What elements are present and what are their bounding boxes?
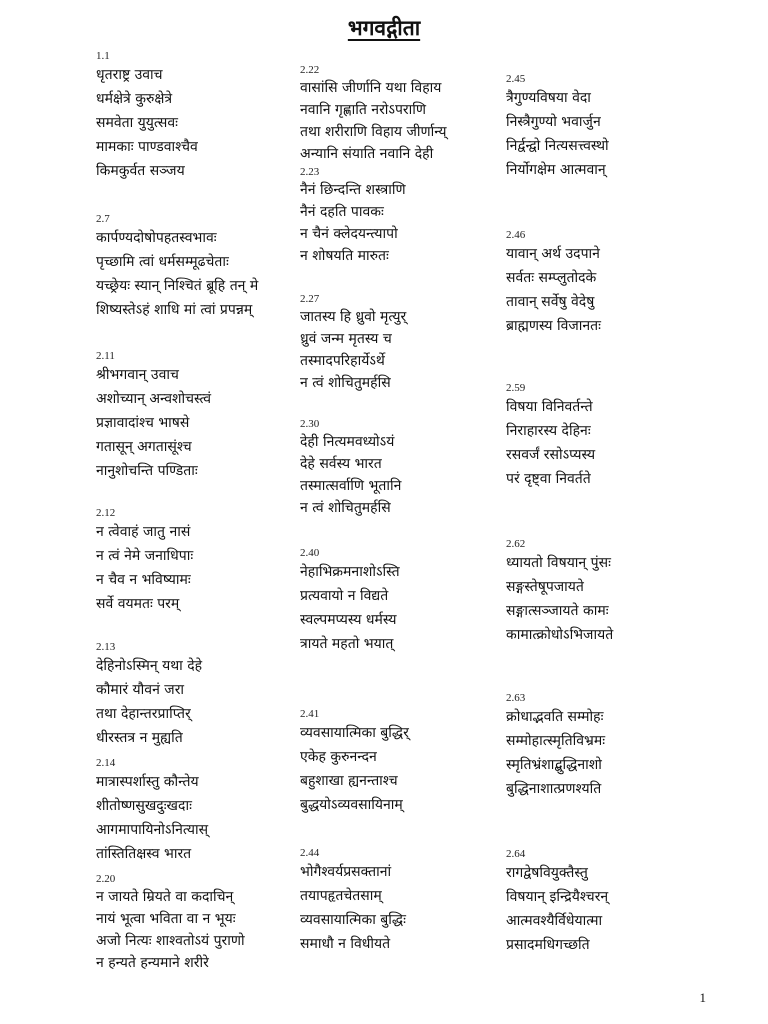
verse-line: सङ्गात्सञ्जायते कामः: [506, 603, 609, 619]
verse-line: भोगैश्वर्यप्रसक्तानां: [300, 864, 392, 880]
verse-number: 2.63: [506, 692, 526, 704]
verse-number: 2.64: [506, 848, 526, 860]
verse-number: 2.59: [506, 382, 526, 394]
verse-line: प्रसादमधिगच्छति: [506, 937, 590, 953]
verse-line: कार्पण्यदोषोपहतस्वभावः: [96, 230, 217, 246]
verse-number: 2.40: [300, 547, 320, 559]
verse-line: देहे सर्वस्य भारत: [300, 456, 382, 472]
verse-line: स्वल्पमप्यस्य धर्मस्य: [300, 612, 397, 628]
verse-block: [300, 847, 520, 956]
verse-block: [96, 757, 316, 866]
verse-line: न शोषयति मारुतः: [300, 248, 389, 264]
verse-line: निर्योगक्षेम आत्मवान्: [506, 162, 606, 178]
verse-line: न चैनं क्लेदयन्त्यापो: [300, 226, 398, 242]
verse-line: मामकाः पाण्डवाश्चैव: [96, 139, 198, 155]
verse-line: मात्रास्पर्शास्तु कौन्तेय: [96, 774, 199, 790]
verse-line: पृच्छामि त्वां धर्मसम्मूढचेताः: [96, 254, 229, 270]
verse-line: कामात्क्रोधोऽभिजायते: [506, 627, 614, 643]
verse-line: यावान् अर्थ उदपाने: [506, 246, 600, 262]
verse-line: बुद्धयोऽव्यवसायिनाम्: [300, 797, 403, 813]
verse-line: धीरस्तत्र न मुह्यति: [96, 730, 183, 746]
verse-block: [96, 641, 316, 750]
page-number: 1: [699, 990, 706, 1005]
verse-line: बहुशाखा ह्यनन्ताश्च: [300, 773, 398, 789]
verse-block: [96, 507, 316, 616]
verse-line: न चैव न भविष्यामः: [96, 572, 191, 588]
verse-line: निस्त्रैगुण्यो भवार्जुन: [506, 114, 601, 130]
verse-line: जातस्य हि ध्रुवो मृत्युर्: [300, 309, 407, 325]
verse-number: 1.1: [96, 50, 110, 62]
verse-line: सर्वतः सम्प्लुतोदके: [506, 270, 597, 286]
verse-line: समाधौ न विधीयते: [300, 936, 391, 952]
verse-number: 2.14: [96, 757, 116, 769]
verse-line: नैनं छिन्दन्ति शस्त्राणि: [300, 182, 406, 198]
verse-line: शिष्यस्तेऽहं शाधि मां त्वां प्रपन्नम्: [96, 302, 253, 318]
verse-number: 2.30: [300, 418, 320, 430]
verse-line: धृतराष्ट्र उवाच: [96, 67, 163, 83]
verse-line: न त्वेवाहं जातु नासं: [96, 524, 191, 540]
verse-block: [300, 293, 520, 394]
verse-block: [506, 848, 726, 957]
verse-number: 2.62: [506, 538, 526, 550]
verse-number: 2.12: [96, 507, 116, 519]
verse-line: तावान् सर्वेषु वेदेषु: [506, 294, 595, 310]
verse-line: तथा देहान्तरप्राप्तिर्: [96, 706, 191, 722]
verse-line: ब्राह्मणस्य विजानतः: [506, 318, 601, 334]
verse-line: विषयान् इन्द्रियैश्चरन्: [506, 889, 609, 905]
verse-line: अजो नित्यः शाश्वतोऽयं पुराणो: [96, 933, 245, 949]
verse-block: [300, 64, 520, 165]
verse-block: [300, 547, 520, 656]
verse-line: यच्छ्रेयः स्यान् निश्चितं ब्रूहि तन् मे: [96, 278, 259, 294]
verse-number: 2.27: [300, 293, 320, 305]
verse-line: श्रीभगवान् उवाच: [96, 367, 179, 383]
verse-line: स्मृतिभ्रंशाद्बुद्धिनाशो: [506, 757, 602, 773]
verse-line: विषया विनिवर्तन्ते: [506, 399, 593, 415]
verse-line: ध्रुवं जन्म मृतस्य च: [300, 331, 392, 347]
verse-block: [96, 213, 316, 322]
verse-line: नानुशोचन्ति पण्डिताः: [96, 463, 198, 479]
verse-block: [96, 50, 316, 183]
verse-line: नैनं दहति पावकः: [300, 204, 384, 220]
verse-line: एकेह कुरुनन्दन: [300, 749, 377, 765]
verse-line: परं दृष्ट्वा निवर्तते: [506, 471, 591, 487]
verse-line: क्रोधाद्भवति सम्मोहः: [506, 709, 604, 725]
verse-line: निराहारस्य देहिनः: [506, 423, 591, 439]
verse-number: 2.22: [300, 64, 320, 76]
verse-line: ध्यायतो विषयान् पुंसः: [506, 555, 611, 571]
verse-line: रसवर्जं रसोऽप्यस्य: [506, 447, 596, 463]
verse-line: शीतोष्णसुखदुःखदाः: [96, 798, 192, 814]
verse-line: अन्यानि संयाति नवानि देही: [300, 146, 434, 162]
verse-line: प्रत्यवायो न विद्यते: [300, 588, 389, 604]
verse-line: अशोच्यान् अन्वशोचस्त्वं: [96, 391, 211, 407]
verse-line: आगमापायिनोऽनित्यास्: [96, 822, 209, 838]
verse-line: सङ्गस्तेषूपजायते: [506, 579, 584, 595]
verse-number: 2.46: [506, 229, 526, 241]
verse-line: निर्द्वन्द्वो नित्यसत्त्वस्थो: [506, 138, 609, 154]
verse-line: तथा शरीराणि विहाय जीर्णान्य्: [300, 124, 447, 140]
verse-block: [506, 382, 726, 491]
verse-line: समवेता युयुत्सवः: [96, 115, 178, 131]
verse-line: प्रज्ञावादांश्च भाषसे: [96, 415, 190, 431]
verse-number: 2.45: [506, 73, 526, 85]
verse-line: देही नित्यमवध्योऽयं: [300, 434, 395, 450]
verse-number: 2.13: [96, 641, 116, 653]
verse-block: [96, 873, 316, 974]
verse-line: सम्मोहात्स्मृतिविभ्रमः: [506, 733, 606, 749]
verse-line: गतासून् अगतासूंश्च: [96, 439, 192, 455]
verse-line: धर्मक्षेत्रे कुरुक्षेत्रे: [96, 91, 173, 107]
verse-number: 2.23: [300, 166, 320, 178]
verse-block: [506, 73, 726, 182]
verse-line: तांस्तितिक्षस्व भारत: [96, 846, 192, 862]
verse-line: वासांसि जीर्णानि यथा विहाय: [300, 80, 442, 96]
verse-line: तयापहृतचेतसाम्: [300, 888, 382, 904]
verse-line: न त्वं शोचितुमर्हसि: [300, 500, 391, 516]
verse-line: तस्मादपरिहार्येऽर्थे: [300, 353, 385, 369]
page-title: भगवद्गीता: [347, 15, 421, 40]
verse-line: न त्वं शोचितुमर्हसि: [300, 375, 391, 391]
verse-line: व्यवसायात्मिका बुद्धिर्: [300, 725, 409, 741]
verse-line: कौमारं यौवनं जरा: [96, 682, 185, 698]
verse-line: तस्मात्सर्वाणि भूतानि: [300, 478, 402, 494]
verse-line: नवानि गृह्णाति नरोऽपराणि: [300, 102, 427, 118]
verse-line: त्रायते महतो भयात्: [300, 636, 394, 652]
verse-block: [96, 350, 316, 483]
verse-line: त्रैगुण्यविषया वेदा: [506, 90, 591, 106]
verse-block: [506, 692, 726, 801]
verse-block: [300, 418, 520, 519]
verse-line: सर्वे वयमतः परम्: [96, 596, 180, 612]
verse-block: [300, 166, 520, 267]
verse-line: नेहाभिक्रमनाशोऽस्ति: [300, 564, 400, 580]
verse-line: व्यवसायात्मिका बुद्धिः: [300, 912, 406, 928]
verse-number: 2.7: [96, 213, 110, 225]
verse-line: नायं भूत्वा भविता वा न भूयः: [96, 911, 236, 927]
verse-number: 2.44: [300, 847, 320, 859]
verse-block: [506, 538, 726, 647]
verse-number: 2.41: [300, 708, 320, 720]
verse-line: किमकुर्वत सञ्जय: [96, 163, 185, 179]
verse-line: न त्वं नेमे जनाधिपाः: [96, 548, 194, 564]
verse-line: न जायते म्रियते वा कदाचिन्: [96, 889, 234, 905]
verse-line: देहिनोऽस्मिन् यथा देहे: [96, 658, 203, 674]
verse-block: [506, 229, 726, 338]
verse-line: न हन्यते हन्यमाने शरीरे: [96, 955, 209, 971]
verse-number: 2.11: [96, 350, 115, 362]
verse-line: बुद्धिनाशात्प्रणश्यति: [506, 781, 602, 797]
verse-number: 2.20: [96, 873, 116, 885]
verse-line: आत्मवश्यैर्विधेयात्मा: [506, 913, 603, 929]
verse-block: [300, 708, 520, 817]
verse-line: रागद्वेषवियुक्तैस्तु: [506, 865, 588, 881]
